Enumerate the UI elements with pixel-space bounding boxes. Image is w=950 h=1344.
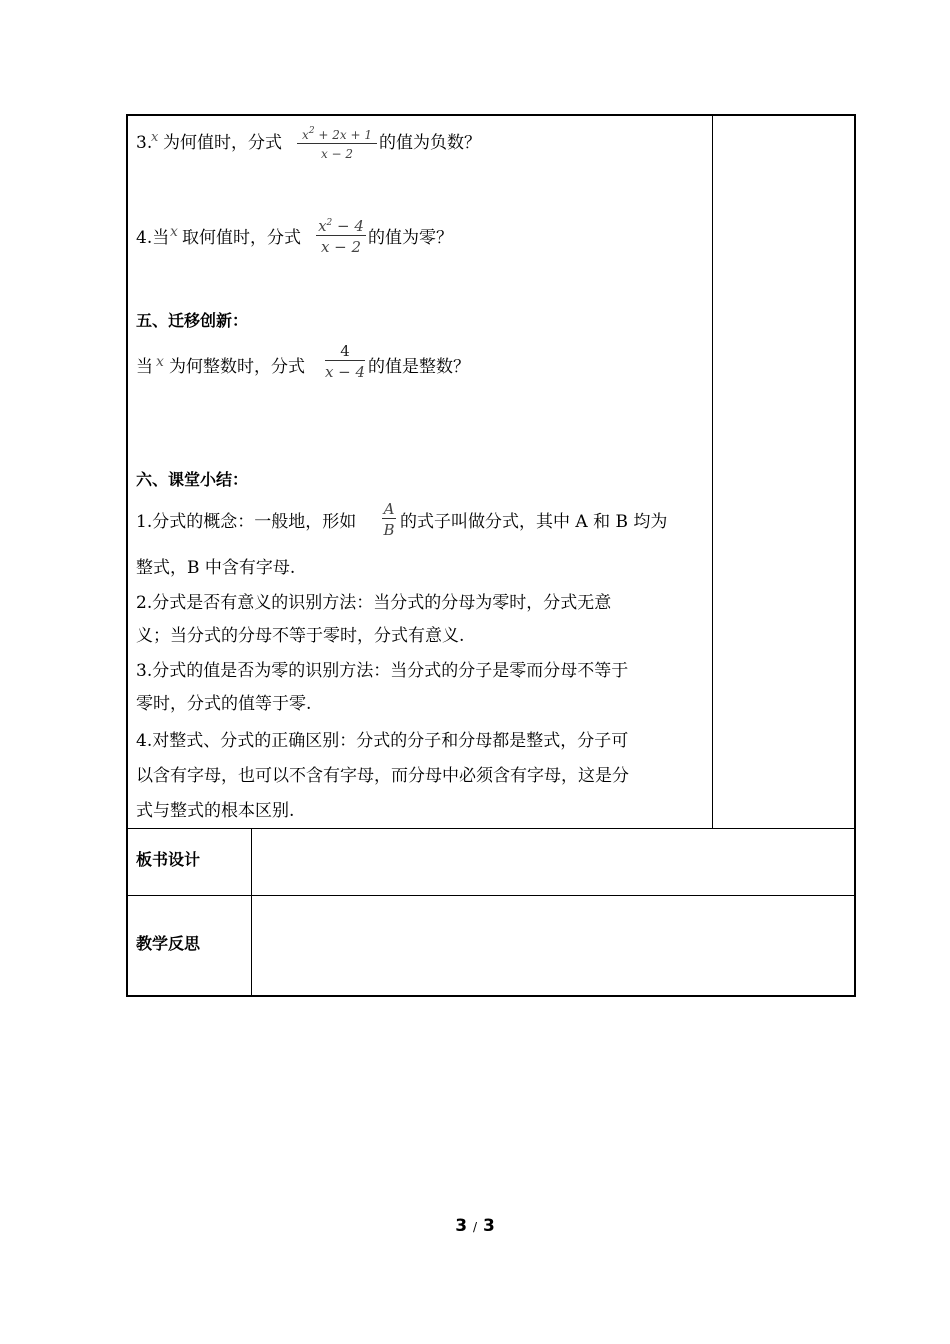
five-prefix: 当 <box>136 357 153 377</box>
board-design-label: 板书设计 <box>136 850 201 869</box>
page-separator: / <box>472 1220 478 1234</box>
page-current: 3 <box>455 1216 468 1236</box>
section-six-heading: 六、课堂小结： <box>136 470 249 489</box>
q3-text: 为何值时，分式 <box>163 133 282 153</box>
q4-suffix: 的值为零？ <box>368 228 453 248</box>
section-five-heading: 五、迁移创新： <box>136 311 249 330</box>
q4-var: x <box>170 224 178 240</box>
five-var: x <box>156 354 164 370</box>
teaching-reflection-cell <box>252 896 854 995</box>
q3-prefix: 3. <box>136 133 153 153</box>
five-text: 为何整数时，分式 <box>169 357 305 377</box>
teaching-reflection-label: 教学反思 <box>136 934 201 953</box>
board-design-cell <box>252 829 854 895</box>
right-column-divider <box>712 115 713 829</box>
q4-fraction: $x^2 - 4$ x − 2 <box>316 214 366 256</box>
q3-fraction: $x^2 + 2x + 1$ x − 2 <box>297 124 377 162</box>
five-suffix: 的值是整数？ <box>368 357 470 377</box>
page-total: 3 <box>482 1216 495 1236</box>
q3-var: x <box>151 130 159 145</box>
five-fraction: 4 x − 4 <box>324 342 366 381</box>
q4-prefix: 4.当 <box>136 228 170 248</box>
q3-suffix: 的值为负数？ <box>379 133 481 153</box>
page-number <box>0 1216 950 1236</box>
item1-fraction: A B <box>383 500 395 539</box>
q4-text: 取何值时，分式 <box>182 228 301 248</box>
